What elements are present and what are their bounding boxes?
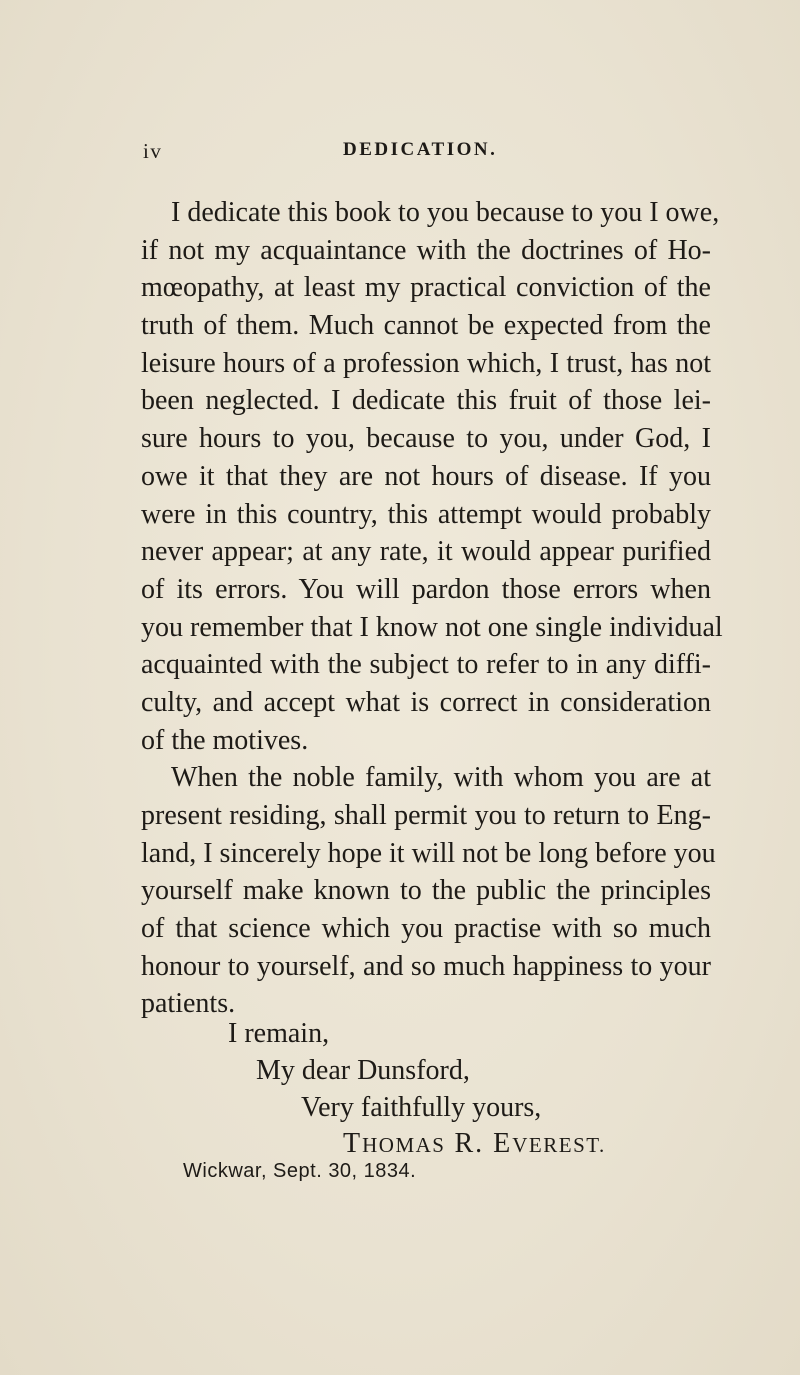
- text-line: of its errors. You will pardon those errors when: [141, 573, 711, 605]
- text-line: truth of them. Much cannot be expected from the: [141, 310, 711, 342]
- closing-salutation: My dear Dunsford,: [256, 1055, 470, 1086]
- signature-surname: VEREST.: [512, 1133, 606, 1157]
- text-line: leisure hours of a profession which, I trust, has not: [141, 347, 711, 379]
- text-line: if not my acquaintance with the doctrines of Ho-: [141, 234, 711, 266]
- text-line: culty, and accept what is correct in consideration: [141, 686, 711, 718]
- dedication-text: [141, 194, 723, 1023]
- paragraph-1: [141, 194, 723, 759]
- closing-remain: I remain,: [228, 1018, 330, 1049]
- text-line: yourself make known to the public the principles: [141, 875, 711, 907]
- text-line: never appear; at any rate, it would appear purified: [141, 536, 711, 568]
- text-line: mœopathy, at least my practical conviction of the: [141, 272, 711, 304]
- text-line: I dedicate this book to you because to you I owe,: [171, 197, 720, 228]
- running-title: DEDICATION.: [343, 139, 498, 160]
- text-line: present residing, shall permit you to return to Eng-: [141, 800, 711, 831]
- text-line: owe it that they are not hours of disease. If you: [141, 460, 711, 492]
- text-line: were in this country, this attempt would probably: [141, 498, 711, 530]
- signature-initial: T: [343, 1128, 363, 1159]
- text-line: patients.: [141, 988, 236, 1020]
- closing-valediction: Very faithfully yours,: [301, 1092, 542, 1123]
- text-line: land, I sincerely hope it will not be long before you: [141, 837, 716, 869]
- text-line: of the motives.: [141, 724, 309, 756]
- signature-middle-initial: R.: [454, 1128, 485, 1159]
- dateline: Wickwar, Sept. 30, 1834.: [183, 1160, 417, 1182]
- signature-initial: E: [493, 1128, 513, 1159]
- text-line: of that science which you practise with so much: [141, 913, 711, 945]
- page-number: iv: [143, 139, 163, 163]
- signature: [343, 1128, 606, 1160]
- text-line: When the noble family, with whom you are at: [171, 762, 711, 794]
- running-header: [143, 139, 703, 169]
- paragraph-2: [141, 759, 716, 1023]
- signature-first-name: HOMAS: [362, 1133, 446, 1157]
- text-line: you remember that I know not one single individual: [141, 611, 723, 643]
- text-line: honour to yourself, and so much happiness to your: [141, 950, 711, 982]
- text-line: acquainted with the subject to refer to in any diffi-: [141, 649, 711, 681]
- text-line: been neglected. I dedicate this fruit of those lei-: [141, 385, 711, 417]
- text-line: sure hours to you, because to you, under God, I: [141, 423, 711, 455]
